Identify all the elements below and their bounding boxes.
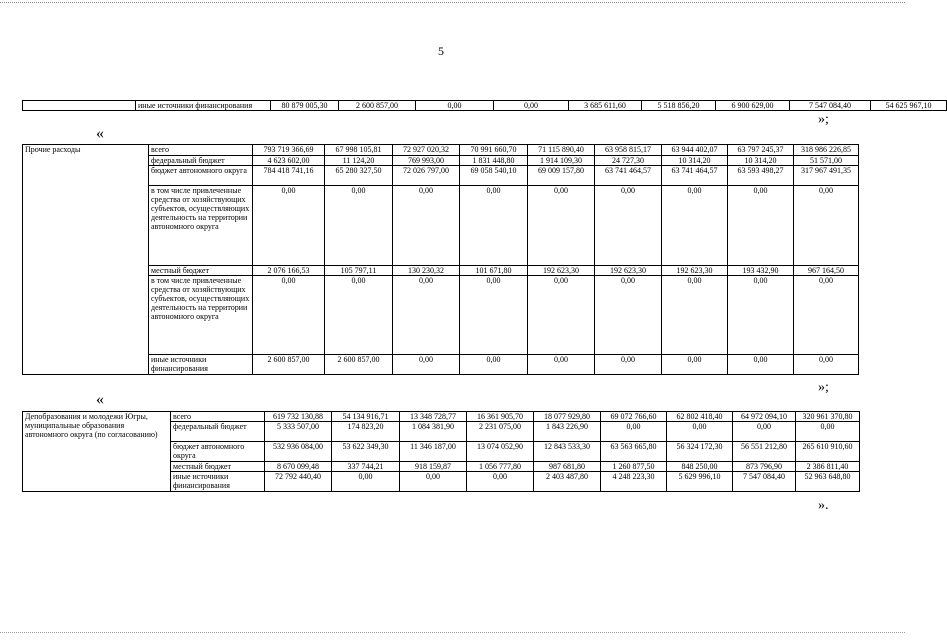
value-cell: 13 074 052,90 xyxy=(467,442,534,462)
value-cell: 53 622 349,30 xyxy=(332,442,400,462)
close-quote-semicolon: »; xyxy=(818,112,829,127)
table-row xyxy=(23,156,859,166)
value-cell: 793 719 366,69 xyxy=(253,145,325,156)
value-cell: 337 744,21 xyxy=(332,462,400,472)
value-cell: 0,00 xyxy=(595,186,662,266)
table-row xyxy=(23,145,859,156)
value-cell: 63 741 464,57 xyxy=(595,166,662,186)
value-cell: 918 159,87 xyxy=(400,462,467,472)
value-cell: 619 732 130,88 xyxy=(265,412,332,422)
value-cell: 2 403 487,80 xyxy=(534,472,601,492)
value-cell: 5 333 507,00 xyxy=(265,422,332,442)
value-cell: 63 593 498,27 xyxy=(728,166,794,186)
value-cell: 1 831 448,80 xyxy=(460,156,528,166)
value-cell: 987 681,80 xyxy=(534,462,601,472)
value-cell: 0,00 xyxy=(467,472,534,492)
value-cell: 1 260 877,50 xyxy=(601,462,667,472)
value-cell: 72 792 440,40 xyxy=(265,472,332,492)
table-row xyxy=(23,266,859,276)
value-cell: 0,00 xyxy=(794,276,859,355)
value-cell: 1 084 381,90 xyxy=(400,422,467,442)
row-label: местный бюджет xyxy=(149,266,253,276)
value-cell: 2 231 075,00 xyxy=(467,422,534,442)
table-row xyxy=(23,412,860,422)
value-cell: 63 563 665,80 xyxy=(601,442,667,462)
value-cell: 18 077 929,80 xyxy=(534,412,601,422)
value-cell: 0,00 xyxy=(460,186,528,266)
value-cell: 56 324 172,30 xyxy=(667,442,733,462)
value-cell: 2 600 857,00 xyxy=(325,355,393,375)
table-row xyxy=(23,276,859,355)
value-cell: 0,00 xyxy=(728,355,794,375)
value-cell: 70 991 660,70 xyxy=(460,145,528,156)
value-cell: 64 972 094,10 xyxy=(733,412,796,422)
value-cell: 0,00 xyxy=(662,355,728,375)
value-cell: 0,00 xyxy=(325,276,393,355)
value-cell: 6 900 629,00 xyxy=(716,101,790,111)
value-cell: 51 571,00 xyxy=(794,156,859,166)
value-cell: 12 843 533,30 xyxy=(534,442,601,462)
value-cell: 192 623,30 xyxy=(528,266,595,276)
page-number: 5 xyxy=(438,44,444,58)
value-cell: 0,00 xyxy=(393,276,460,355)
value-cell: 65 280 327,50 xyxy=(325,166,393,186)
value-cell: 69 072 766,60 xyxy=(601,412,667,422)
row-label: иные источники финансирования xyxy=(136,101,271,111)
value-cell: 0,00 xyxy=(662,276,728,355)
value-cell: 1 914 109,30 xyxy=(528,156,595,166)
value-cell: 0,00 xyxy=(595,355,662,375)
value-cell: 0,00 xyxy=(460,276,528,355)
value-cell: 320 961 370,80 xyxy=(796,412,860,422)
value-cell: 67 998 105,81 xyxy=(325,145,393,156)
value-cell: 7 547 084,40 xyxy=(790,101,871,111)
value-cell: 769 993,00 xyxy=(393,156,460,166)
value-cell: 54 625 967,10 xyxy=(871,101,947,111)
value-cell: 0,00 xyxy=(733,422,796,442)
value-cell: 4 623 602,00 xyxy=(253,156,325,166)
value-cell: 101 671,80 xyxy=(460,266,528,276)
value-cell: 62 802 418,40 xyxy=(667,412,733,422)
value-cell: 69 009 157,80 xyxy=(528,166,595,186)
value-cell: 174 823,20 xyxy=(332,422,400,442)
value-cell: 2 600 857,00 xyxy=(339,101,416,111)
value-cell: 873 796,90 xyxy=(733,462,796,472)
value-cell: 7 547 084,40 xyxy=(733,472,796,492)
row-label: федеральный бюджет xyxy=(171,422,265,442)
section-cell xyxy=(23,101,136,111)
value-cell: 0,00 xyxy=(794,186,859,266)
value-cell: 0,00 xyxy=(728,276,794,355)
value-cell: 532 936 084,00 xyxy=(265,442,332,462)
table-continuation xyxy=(22,100,947,111)
table-row xyxy=(23,101,947,111)
value-cell: 0,00 xyxy=(460,355,528,375)
value-cell: 11 346 187,00 xyxy=(400,442,467,462)
row-label: федеральный бюджет xyxy=(149,156,253,166)
row-label: бюджет автономного округа xyxy=(171,442,265,462)
value-cell: 0,00 xyxy=(667,422,733,442)
value-cell: 3 685 611,60 xyxy=(569,101,642,111)
value-cell: 2 600 857,00 xyxy=(253,355,325,375)
value-cell: 80 879 005,30 xyxy=(271,101,339,111)
row-label: иные источники финансирования xyxy=(149,355,253,375)
value-cell: 0,00 xyxy=(253,276,325,355)
close-quote-period: ». xyxy=(818,498,829,513)
table-dept-education xyxy=(22,411,860,492)
value-cell: 56 551 212,80 xyxy=(733,442,796,462)
value-cell: 0,00 xyxy=(662,186,728,266)
value-cell: 1 056 777,80 xyxy=(467,462,534,472)
value-cell: 193 432,90 xyxy=(728,266,794,276)
value-cell: 71 115 890,40 xyxy=(528,145,595,156)
value-cell: 72 026 797,00 xyxy=(393,166,460,186)
value-cell: 16 361 905,70 xyxy=(467,412,534,422)
value-cell: 0,00 xyxy=(400,472,467,492)
value-cell: 318 986 226,85 xyxy=(794,145,859,156)
value-cell: 0,00 xyxy=(393,186,460,266)
value-cell: 0,00 xyxy=(393,355,460,375)
row-label: в том числе привлеченные средства от хозяйствующих субъектов, осуществляющих деятельность на территории автономного округа xyxy=(149,276,253,355)
value-cell: 0,00 xyxy=(494,101,569,111)
row-label: местный бюджет xyxy=(171,462,265,472)
value-cell: 5 629 996,10 xyxy=(667,472,733,492)
row-label: всего xyxy=(171,412,265,422)
value-cell: 54 134 916,71 xyxy=(332,412,400,422)
row-label: бюджет автономного округа xyxy=(149,166,253,186)
value-cell: 2 386 811,40 xyxy=(796,462,860,472)
value-cell: 63 944 402,07 xyxy=(662,145,728,156)
value-cell: 0,00 xyxy=(601,422,667,442)
row-label: иные источники финансирования xyxy=(171,472,265,492)
value-cell: 317 967 491,35 xyxy=(794,166,859,186)
value-cell: 848 250,00 xyxy=(667,462,733,472)
value-cell: 10 314,20 xyxy=(728,156,794,166)
row-label: в том числе привлеченные средства от хозяйствующих субъектов, осуществляющих деятельность на территории автономного округа xyxy=(149,186,253,266)
section-label: Прочие расходы xyxy=(23,145,149,375)
table-row xyxy=(23,166,859,186)
open-quote: « xyxy=(96,125,104,142)
value-cell: 4 248 223,30 xyxy=(601,472,667,492)
value-cell: 24 727,30 xyxy=(595,156,662,166)
value-cell: 0,00 xyxy=(528,276,595,355)
value-cell: 0,00 xyxy=(528,355,595,375)
value-cell: 2 076 166,53 xyxy=(253,266,325,276)
value-cell: 10 314,20 xyxy=(662,156,728,166)
scan-edge-bottom xyxy=(0,632,905,634)
value-cell: 63 797 245,37 xyxy=(728,145,794,156)
value-cell: 5 518 856,20 xyxy=(642,101,716,111)
row-label: всего xyxy=(149,145,253,156)
value-cell: 130 230,32 xyxy=(393,266,460,276)
open-quote: « xyxy=(96,391,104,408)
value-cell: 0,00 xyxy=(796,422,860,442)
value-cell: 0,00 xyxy=(794,355,859,375)
value-cell: 265 610 910,60 xyxy=(796,442,860,462)
value-cell: 69 058 540,10 xyxy=(460,166,528,186)
value-cell: 192 623,30 xyxy=(595,266,662,276)
close-quote-semicolon: »; xyxy=(818,380,829,395)
value-cell: 0,00 xyxy=(595,276,662,355)
value-cell: 105 797,11 xyxy=(325,266,393,276)
value-cell: 0,00 xyxy=(253,186,325,266)
value-cell: 967 164,50 xyxy=(794,266,859,276)
value-cell: 52 963 648,80 xyxy=(796,472,860,492)
value-cell: 11 124,20 xyxy=(325,156,393,166)
value-cell: 0,00 xyxy=(728,186,794,266)
value-cell: 63 958 815,17 xyxy=(595,145,662,156)
section-label: Депобразования и молодежи Югры, муниципальные образования автономного округа (по согласованию) xyxy=(23,412,171,492)
value-cell: 63 741 464,57 xyxy=(662,166,728,186)
value-cell: 0,00 xyxy=(325,186,393,266)
value-cell: 72 927 020,32 xyxy=(393,145,460,156)
value-cell: 8 670 099,48 xyxy=(265,462,332,472)
table-other-expenses xyxy=(22,144,859,375)
value-cell: 13 348 728,77 xyxy=(400,412,467,422)
value-cell: 0,00 xyxy=(528,186,595,266)
value-cell: 0,00 xyxy=(416,101,494,111)
table-row xyxy=(23,186,859,266)
table-row xyxy=(23,355,859,375)
value-cell: 192 623,30 xyxy=(662,266,728,276)
value-cell: 784 418 741,16 xyxy=(253,166,325,186)
value-cell: 1 843 226,90 xyxy=(534,422,601,442)
scan-edge-top xyxy=(0,2,905,4)
value-cell: 0,00 xyxy=(332,472,400,492)
